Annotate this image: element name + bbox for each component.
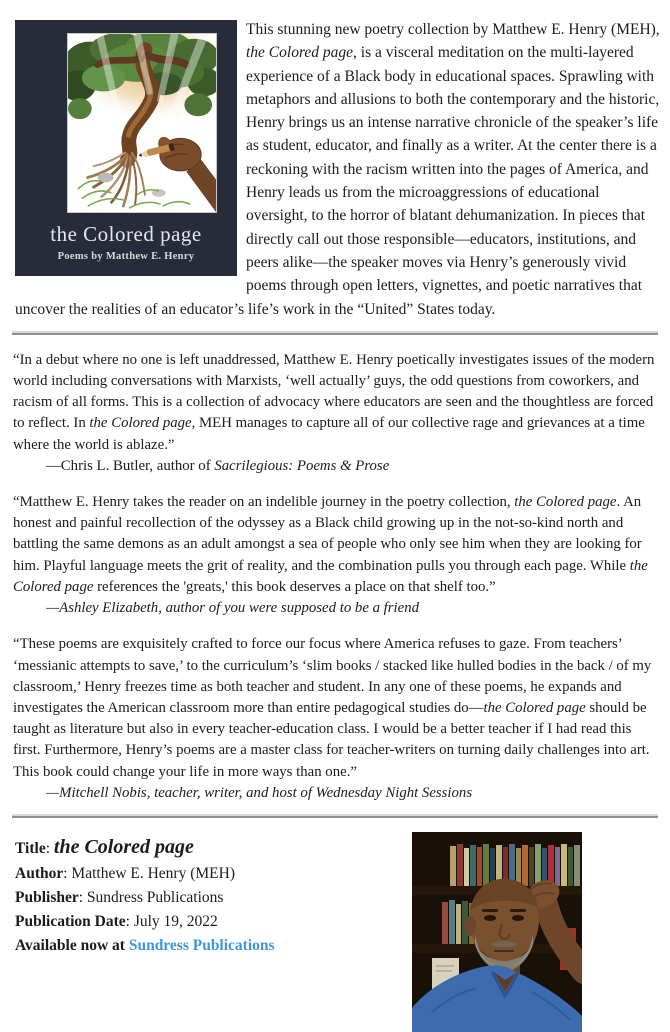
author-value: Matthew E. Henry (MEH): [71, 864, 235, 882]
book-details: [15, 832, 412, 958]
detail-title: [15, 836, 412, 859]
separator: :: [45, 839, 54, 857]
blurb-1-text2: , MEH manages to capture all of our collective rage and grievances at a time where the world is ablaze.”: [13, 415, 645, 453]
separator: :: [78, 888, 87, 906]
blurb-2-attribution: —Ashley Elizabeth, author of you were supposed to be a friend: [46, 600, 420, 617]
blurb-3-text: “These poems are exquisitely crafted to force our focus where America refuses to gaze. From teachers’ ‘messianic attempts to save,’ to the curriculum’s ‘slim books / stacked like hulled bodies in the back / of my classroom,’ Henry freezes time as both teacher and student. In any one of these poems, he expands and investigates the American classroom more than entire pedagogical studies do—: [13, 636, 652, 716]
detail-author: [15, 862, 412, 886]
description-part1: This stunning new poetry collection by Matthew E. Henry (MEH),: [246, 21, 660, 38]
blurb-3-book-title: the Colored page: [483, 699, 586, 716]
author-label: Author: [15, 864, 64, 882]
cover-illustration: [68, 34, 216, 212]
author-photo: [412, 832, 582, 1032]
detail-availability: [15, 934, 412, 958]
blurb-2-text: “Matthew E. Henry takes the reader on an indelible journey in the poetry collection,: [13, 494, 515, 511]
blurb-2-text2: . An honest and painful recollection of the odyssey as a Black child growing up in the not-so-kind north and battling the same demons as an adult amongst a sea of people who only see him when they are looking for him. Playful language meets the grit of reality, and the combination pulls you through each page. While: [13, 494, 642, 574]
publisher-value: Sundress Publications: [86, 888, 224, 906]
sundress-publications-link[interactable]: Sundress Publications: [128, 936, 275, 954]
blurb-1: [13, 350, 658, 456]
blurb-2-book-title: the Colored page: [514, 494, 617, 511]
blurb-1-attribution: [13, 456, 658, 477]
separator: :: [125, 912, 134, 930]
blurb-1-text: “In a debut where no one is left unaddressed, Matthew E. Henry poetically investigates issues of the modern world including conversations with Marxists, ‘well actually’ guys, the odd questions from coworkers, and racism of all forms. This is a collection of advocacy where educators are seen and the thoughtless are forced to reflect. In: [13, 351, 655, 432]
cover-title: the Colored page: [50, 222, 202, 246]
blurbs-section: [0, 350, 670, 804]
separator: :: [63, 864, 72, 882]
blurb-3-attribution: —Mitchell Nobis, teacher, writer, and host of Wednesday Night Sessions: [46, 784, 473, 801]
pubdate-label: Publication Date: [15, 912, 126, 930]
detail-publisher: [15, 886, 412, 910]
book-cover: [15, 20, 237, 276]
blurb-3: [13, 634, 658, 782]
blurb-1-book-title: the Colored page: [89, 415, 192, 432]
divider-top: [12, 331, 658, 335]
blurb-2-text3: references the 'greats,' this book deserves a place on that shelf too.”: [93, 578, 496, 595]
title-label: Title: [15, 839, 46, 857]
description-part2: , is a visceral meditation on the multi-layered experience of a Black body in educational spaces. Sprawling with metaphors and allusions to both the contemporary and the historic, Henry brings us an intense narrative chronicle of the speaker’s life as student, educator, and finally as a writer. At the center there is a reckoning with the racism written into the pages of America, and Henry leads us from the microaggressions of educational oversight, to the horror of blatant dehumanization. In pieces that directly call out those responsible—educators, institutions, and peers alike—the speaker moves via Henry’s generously vivid poems through open letters, vignettes, and poetic narratives that uncover the realities of an educator’s life’s work in the “United” States today.: [15, 44, 660, 318]
pubdate-value: July 19, 2022: [133, 912, 218, 930]
author-photo-image: [412, 832, 582, 1032]
blurb-3-text2: should be taught as literature but also in every teacher-education class. I would be a better teacher if I had read this first. Furthermore, Henry’s poems are a master class for teacher-writers on turning daily challenges into art. This book could change your life in more ways than one.”: [13, 699, 650, 780]
detail-pubdate: [15, 910, 412, 934]
blurb-1-attr-name: —Chris L. Butler, author of: [46, 457, 215, 474]
book-cover-art: [67, 33, 217, 213]
cover-subtitle: Poems by Matthew E. Henry: [57, 251, 195, 262]
details-section: [0, 818, 670, 1032]
blurb-2: [13, 492, 658, 598]
blurb-1-attr-work: Sacrilegious: Poems & Prose: [214, 457, 390, 474]
available-label: Available now at: [15, 936, 129, 954]
publisher-label: Publisher: [15, 888, 79, 906]
title-value: the Colored page: [53, 835, 194, 858]
blurb-2-book-title2: the Colored page: [13, 557, 648, 595]
description-book-title: the Colored page: [246, 44, 354, 62]
intro-section: [0, 0, 670, 321]
